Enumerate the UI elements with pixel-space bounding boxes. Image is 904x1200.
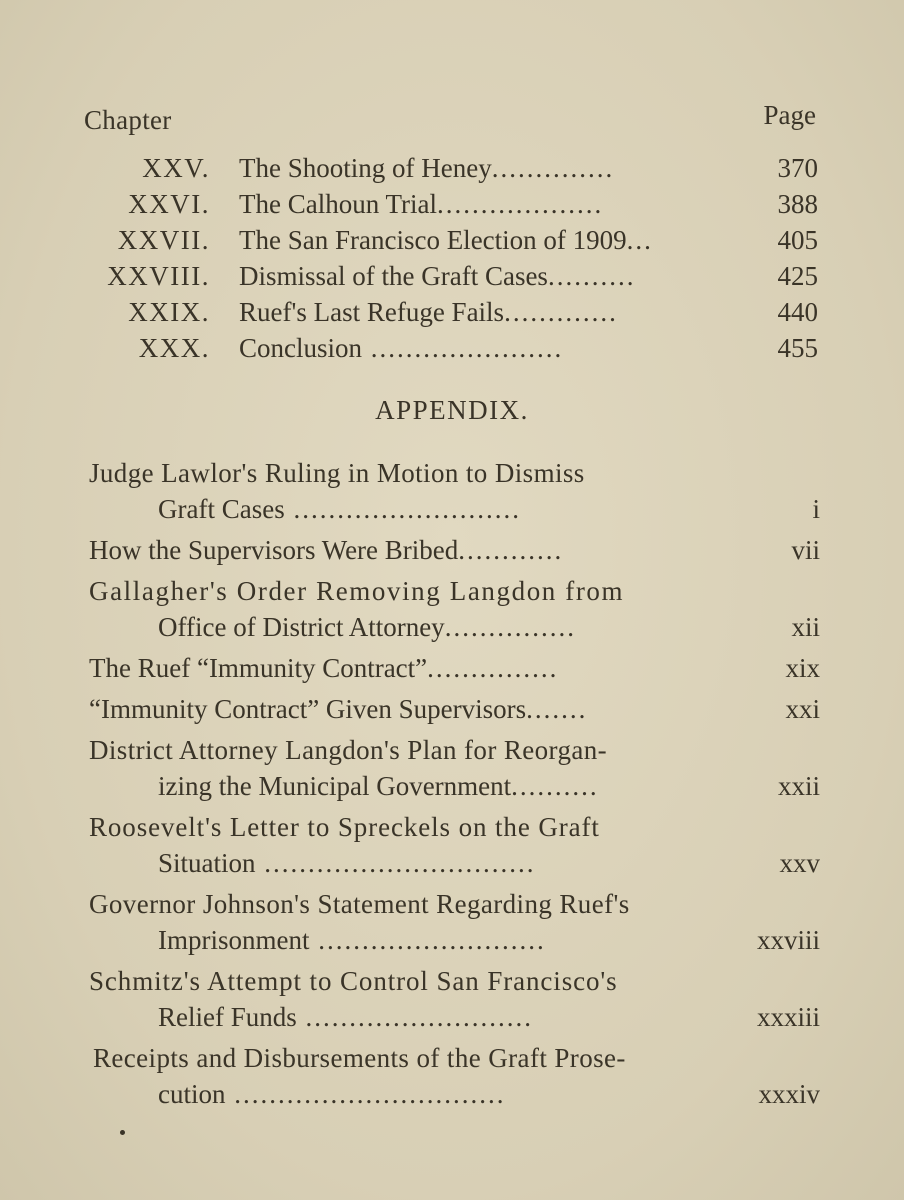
appendix-entry bbox=[0, 573, 904, 645]
appendix-page-number: xxv bbox=[779, 848, 820, 878]
chapter-page-number: 370 bbox=[777, 153, 818, 183]
chapter-title: Ruef's Last Refuge Fails............. bbox=[239, 297, 618, 327]
chapter-number: XXVII. bbox=[117, 225, 210, 255]
chapter-number: XXIX. bbox=[128, 297, 210, 327]
appendix-page-number: xxii bbox=[777, 771, 820, 801]
appendix-title-line: District Attorney Langdon's Plan for Reorgan- bbox=[89, 735, 608, 765]
appendix-title-line: Roosevelt's Letter to Spreckels on the Graft bbox=[89, 812, 600, 842]
appendix-title-continuation: Relief Funds .......................... bbox=[158, 1002, 533, 1032]
appendix-heading: APPENDIX. bbox=[375, 395, 529, 425]
appendix-entry bbox=[0, 691, 904, 727]
chapter-title: Conclusion ...................... bbox=[239, 333, 564, 363]
chapter-page-number: 405 bbox=[777, 225, 818, 255]
chapter-title: The San Francisco Election of 1909... bbox=[239, 225, 653, 255]
appendix-title-continuation: Situation ............................... bbox=[158, 848, 536, 878]
chapter-number: XXVI. bbox=[128, 189, 210, 219]
appendix-title-continuation: izing the Municipal Government.......... bbox=[158, 771, 599, 801]
dot-leader: ....... bbox=[526, 694, 588, 724]
chapter-number: XXV. bbox=[142, 153, 210, 183]
chapter-title: Dismissal of the Graft Cases.......... bbox=[239, 261, 636, 291]
dot-leader: ............. bbox=[504, 297, 618, 327]
dot-leader: ............................... bbox=[255, 848, 536, 878]
appendix-entry bbox=[0, 650, 904, 686]
appendix-title-line: Judge Lawlor's Ruling in Motion to Dismiss bbox=[89, 458, 585, 488]
dot-leader: ... bbox=[626, 225, 653, 255]
chapter-entry bbox=[0, 186, 904, 222]
chapter-entry bbox=[0, 222, 904, 258]
appendix-title-continuation: cution ............................... bbox=[158, 1079, 506, 1109]
chapter-page-number: 425 bbox=[777, 261, 818, 291]
appendix-entry bbox=[0, 809, 904, 881]
chapter-number: XXX. bbox=[138, 333, 210, 363]
dot-leader: .......................... bbox=[296, 1002, 533, 1032]
appendix-entry bbox=[0, 532, 904, 568]
appendix-title-line: Governor Johnson's Statement Regarding Ruef's bbox=[89, 889, 630, 919]
chapter-page-number: 388 bbox=[777, 189, 818, 219]
appendix-title-line: Schmitz's Attempt to Control San Francisco's bbox=[89, 966, 618, 996]
appendix-title-line: The Ruef “Immunity Contract”............... bbox=[89, 653, 559, 683]
dot-leader: ............ bbox=[458, 535, 564, 565]
appendix-page-number: vii bbox=[791, 535, 820, 565]
page-column-header: Page bbox=[763, 100, 816, 130]
appendix-entry bbox=[0, 1040, 904, 1112]
dot-leader: .............. bbox=[491, 153, 615, 183]
appendix-entry bbox=[0, 963, 904, 1035]
dot-leader: ...................... bbox=[362, 333, 564, 363]
appendix-page-number: xxxiii bbox=[756, 1002, 820, 1032]
appendix-title-continuation: Imprisonment .......................... bbox=[158, 925, 546, 955]
appendix-title-line: “Immunity Contract” Given Supervisors....... bbox=[89, 694, 588, 724]
appendix-page-number: xxxiv bbox=[758, 1079, 820, 1109]
chapter-column-header: Chapter bbox=[84, 105, 172, 135]
appendix-title-line: How the Supervisors Were Bribed............ bbox=[89, 535, 564, 565]
appendix-title-continuation: Office of District Attorney............... bbox=[158, 612, 576, 642]
dot-leader: .......................... bbox=[284, 494, 521, 524]
appendix-title-line: Gallagher's Order Removing Langdon from bbox=[89, 576, 625, 606]
chapter-title: The Shooting of Heney.............. bbox=[239, 153, 615, 183]
appendix-entry bbox=[0, 886, 904, 958]
appendix-title-line: Receipts and Disbursements of the Graft Prose- bbox=[93, 1043, 626, 1073]
appendix-list bbox=[0, 455, 904, 1117]
chapter-entry bbox=[0, 294, 904, 330]
chapter-entry bbox=[0, 258, 904, 294]
dot-leader: ............... bbox=[444, 612, 576, 642]
appendix-entry bbox=[0, 455, 904, 527]
chapter-entry bbox=[0, 150, 904, 186]
dot-leader: .......................... bbox=[309, 925, 546, 955]
chapter-page-number: 455 bbox=[777, 333, 818, 363]
appendix-title-continuation: Graft Cases .......................... bbox=[158, 494, 521, 524]
dot-leader: .......... bbox=[511, 771, 599, 801]
dot-leader: ................... bbox=[437, 189, 604, 219]
chapter-entry bbox=[0, 330, 904, 366]
appendix-page-number: xxviii bbox=[756, 925, 820, 955]
ink-speck bbox=[120, 1130, 125, 1135]
chapter-number: XXVIII. bbox=[107, 261, 210, 291]
dot-leader: .......... bbox=[547, 261, 636, 291]
dot-leader: ............... bbox=[427, 653, 559, 683]
dot-leader: ............................... bbox=[225, 1079, 506, 1109]
appendix-page-number: xxi bbox=[785, 694, 820, 724]
chapter-list bbox=[0, 150, 904, 366]
appendix-page-number: xii bbox=[791, 612, 820, 642]
chapter-page-number: 440 bbox=[777, 297, 818, 327]
chapter-title: The Calhoun Trial................... bbox=[239, 189, 604, 219]
appendix-page-number: xix bbox=[785, 653, 820, 683]
appendix-page-number: i bbox=[812, 494, 820, 524]
appendix-entry bbox=[0, 732, 904, 804]
